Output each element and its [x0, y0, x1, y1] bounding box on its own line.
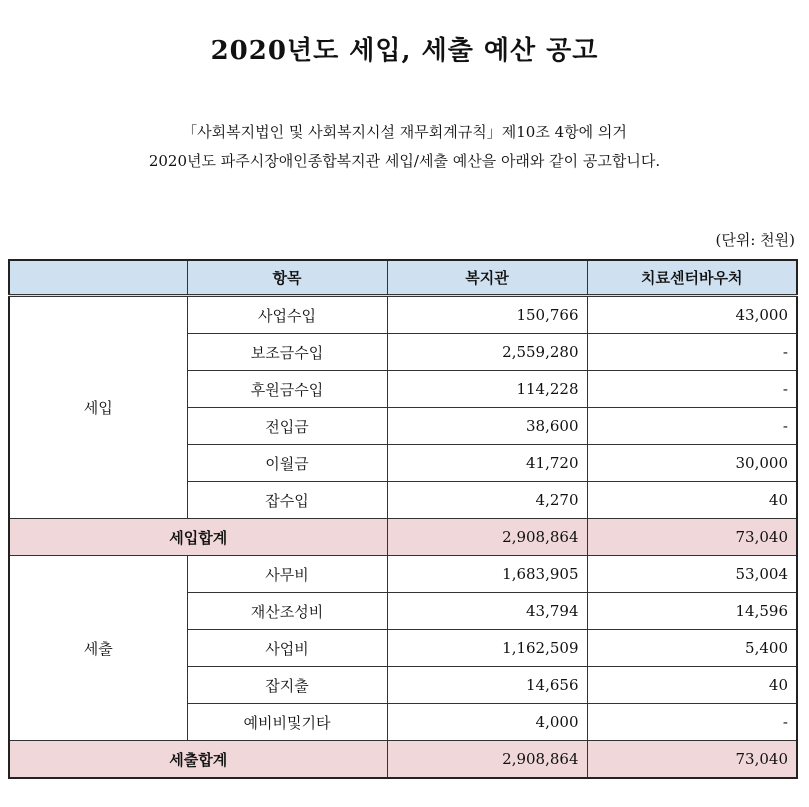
row-center-value: 2,559,280 [387, 334, 587, 371]
expenditure-total-center: 2,908,864 [387, 741, 587, 779]
row-center-value: 1,162,509 [387, 630, 587, 667]
unit-label: (단위: 천원) [715, 231, 795, 249]
row-item: 보조금수입 [187, 334, 387, 371]
row-item: 사무비 [187, 556, 387, 593]
row-item: 재산조성비 [187, 593, 387, 630]
row-center-value: 41,720 [387, 445, 587, 482]
table-row [9, 556, 797, 593]
row-item: 사업비 [187, 630, 387, 667]
expenditure-group-label: 세출 [9, 556, 187, 741]
row-voucher-value: 30,000 [587, 445, 797, 482]
row-item: 사업수입 [187, 296, 387, 334]
table-row [9, 296, 797, 334]
row-center-value: 38,600 [387, 408, 587, 445]
row-center-value: 4,270 [387, 482, 587, 519]
row-center-value: 14,656 [387, 667, 587, 704]
revenue-group-label: 세입 [9, 296, 187, 519]
row-item: 후원금수입 [187, 371, 387, 408]
row-voucher-value: 40 [587, 667, 797, 704]
row-voucher-value: 53,004 [587, 556, 797, 593]
header-center: 복지관 [387, 260, 587, 296]
row-item: 잡지출 [187, 667, 387, 704]
row-item: 잡수입 [187, 482, 387, 519]
row-item: 이월금 [187, 445, 387, 482]
expenditure-total-row [9, 741, 797, 779]
intro-line-1: 「사회복지법인 및 사회복지시설 재무회계규칙」제10조 4항에 의거 [182, 123, 627, 141]
row-voucher-value: 43,000 [587, 296, 797, 334]
expenditure-total-voucher: 73,040 [587, 741, 797, 779]
budget-table [8, 259, 798, 779]
table-header-row [9, 260, 797, 296]
row-item: 전입금 [187, 408, 387, 445]
row-voucher-value: 14,596 [587, 593, 797, 630]
row-center-value: 1,683,905 [387, 556, 587, 593]
page-title: 2020년도 세입, 세출 예산 공고 [210, 36, 599, 66]
row-center-value: 4,000 [387, 704, 587, 741]
revenue-total-label: 세입합계 [9, 519, 387, 556]
row-voucher-value: 40 [587, 482, 797, 519]
header-voucher: 치료센터바우처 [587, 260, 797, 296]
row-item: 예비비및기타 [187, 704, 387, 741]
revenue-total-center: 2,908,864 [387, 519, 587, 556]
row-voucher-value: - [587, 334, 797, 371]
row-voucher-value: 5,400 [587, 630, 797, 667]
header-blank [9, 260, 187, 296]
expenditure-total-label: 세출합계 [9, 741, 387, 779]
row-voucher-value: - [587, 371, 797, 408]
header-item: 항목 [187, 260, 387, 296]
row-center-value: 150,766 [387, 296, 587, 334]
row-center-value: 43,794 [387, 593, 587, 630]
row-voucher-value: - [587, 704, 797, 741]
intro-line-2: 2020년도 파주시장애인종합복지관 세입/세출 예산을 아래와 같이 공고합니다. [148, 152, 661, 170]
revenue-total-voucher: 73,040 [587, 519, 797, 556]
revenue-total-row [9, 519, 797, 556]
row-voucher-value: - [587, 408, 797, 445]
row-center-value: 114,228 [387, 371, 587, 408]
